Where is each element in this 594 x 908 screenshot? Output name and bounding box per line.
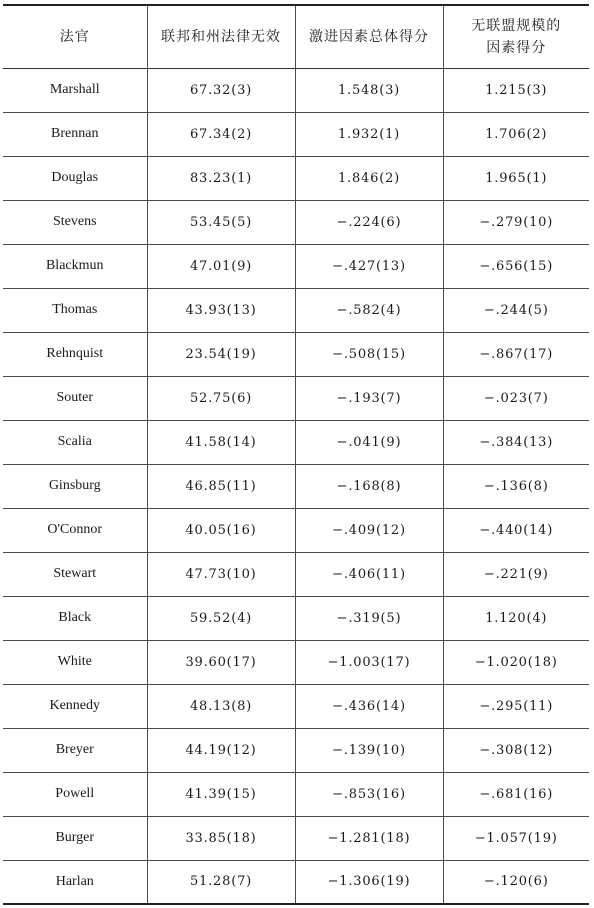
table-body — [3, 68, 589, 904]
cell-activism-overall-score: −1.003(17) — [295, 640, 443, 684]
cell-laws-invalidated: 83.23(1) — [147, 156, 295, 200]
cell-justice-name: Stevens — [3, 200, 147, 244]
cell-laws-invalidated: 44.19(12) — [147, 728, 295, 772]
header-row — [3, 5, 589, 68]
cell-laws-invalidated: 67.32(3) — [147, 68, 295, 112]
cell-justice-name: Ginsburg — [3, 464, 147, 508]
cell-score-without-coalition: −.440(14) — [443, 508, 589, 552]
header-col4-line1: 无联盟规模的 — [471, 17, 562, 34]
table-row — [3, 508, 589, 552]
cell-activism-overall-score: −.139(10) — [295, 728, 443, 772]
table-row — [3, 816, 589, 860]
cell-activism-overall-score: −.319(5) — [295, 596, 443, 640]
cell-score-without-coalition: −.120(6) — [443, 860, 589, 904]
cell-activism-overall-score: −.409(12) — [295, 508, 443, 552]
cell-laws-invalidated: 41.58(14) — [147, 420, 295, 464]
cell-score-without-coalition: −.244(5) — [443, 288, 589, 332]
cell-score-without-coalition: −.384(13) — [443, 420, 589, 464]
cell-activism-overall-score: −.582(4) — [295, 288, 443, 332]
table-row — [3, 112, 589, 156]
cell-activism-overall-score: 1.932(1) — [295, 112, 443, 156]
cell-laws-invalidated: 46.85(11) — [147, 464, 295, 508]
table-row — [3, 68, 589, 112]
table-row — [3, 464, 589, 508]
cell-activism-overall-score: −1.306(19) — [295, 860, 443, 904]
cell-laws-invalidated: 39.60(17) — [147, 640, 295, 684]
cell-laws-invalidated: 67.34(2) — [147, 112, 295, 156]
cell-activism-overall-score: −.193(7) — [295, 376, 443, 420]
cell-activism-overall-score: −1.281(18) — [295, 816, 443, 860]
justice-activism-table-container — [3, 4, 589, 905]
cell-justice-name: Thomas — [3, 288, 147, 332]
cell-activism-overall-score: −.508(15) — [295, 332, 443, 376]
cell-score-without-coalition: −1.057(19) — [443, 816, 589, 860]
cell-justice-name: White — [3, 640, 147, 684]
cell-activism-overall-score: 1.548(3) — [295, 68, 443, 112]
table-row — [3, 288, 589, 332]
table-header — [3, 5, 589, 68]
table-row — [3, 684, 589, 728]
cell-score-without-coalition: −.295(11) — [443, 684, 589, 728]
justice-activism-table — [3, 4, 589, 905]
table-row — [3, 860, 589, 904]
cell-activism-overall-score: −.224(6) — [295, 200, 443, 244]
cell-laws-invalidated: 41.39(15) — [147, 772, 295, 816]
cell-score-without-coalition: 1.215(3) — [443, 68, 589, 112]
cell-activism-overall-score: −.041(9) — [295, 420, 443, 464]
table-row — [3, 332, 589, 376]
cell-score-without-coalition: 1.706(2) — [443, 112, 589, 156]
cell-laws-invalidated: 23.54(19) — [147, 332, 295, 376]
cell-laws-invalidated: 51.28(7) — [147, 860, 295, 904]
cell-laws-invalidated: 52.75(6) — [147, 376, 295, 420]
header-justice: 法官 — [3, 5, 147, 68]
cell-score-without-coalition: −.221(9) — [443, 552, 589, 596]
table-row — [3, 640, 589, 684]
cell-laws-invalidated: 47.01(9) — [147, 244, 295, 288]
header-laws-invalidated: 联邦和州法律无效 — [147, 5, 295, 68]
cell-justice-name: Harlan — [3, 860, 147, 904]
cell-justice-name: Kennedy — [3, 684, 147, 728]
cell-justice-name: Rehnquist — [3, 332, 147, 376]
cell-activism-overall-score: −.436(14) — [295, 684, 443, 728]
cell-activism-overall-score: −.427(13) — [295, 244, 443, 288]
cell-activism-overall-score: −.168(8) — [295, 464, 443, 508]
cell-laws-invalidated: 48.13(8) — [147, 684, 295, 728]
cell-score-without-coalition: −.308(12) — [443, 728, 589, 772]
table-row — [3, 376, 589, 420]
cell-laws-invalidated: 53.45(5) — [147, 200, 295, 244]
table-row — [3, 552, 589, 596]
table-row — [3, 200, 589, 244]
cell-score-without-coalition: −1.020(18) — [443, 640, 589, 684]
cell-laws-invalidated: 40.05(16) — [147, 508, 295, 552]
header-score-without-coalition-size — [443, 5, 589, 68]
cell-activism-overall-score: −.406(11) — [295, 552, 443, 596]
cell-score-without-coalition: −.136(8) — [443, 464, 589, 508]
header-col4-line2: 因素得分 — [486, 39, 547, 56]
cell-laws-invalidated: 33.85(18) — [147, 816, 295, 860]
cell-justice-name: O'Connor — [3, 508, 147, 552]
table-row — [3, 244, 589, 288]
cell-score-without-coalition: −.656(15) — [443, 244, 589, 288]
cell-justice-name: Powell — [3, 772, 147, 816]
cell-justice-name: Scalia — [3, 420, 147, 464]
cell-laws-invalidated: 59.52(4) — [147, 596, 295, 640]
cell-activism-overall-score: 1.846(2) — [295, 156, 443, 200]
cell-score-without-coalition: 1.120(4) — [443, 596, 589, 640]
table-row — [3, 772, 589, 816]
cell-laws-invalidated: 47.73(10) — [147, 552, 295, 596]
table-row — [3, 420, 589, 464]
cell-activism-overall-score: −.853(16) — [295, 772, 443, 816]
cell-score-without-coalition: 1.965(1) — [443, 156, 589, 200]
cell-justice-name: Burger — [3, 816, 147, 860]
cell-justice-name: Brennan — [3, 112, 147, 156]
cell-justice-name: Marshall — [3, 68, 147, 112]
cell-justice-name: Breyer — [3, 728, 147, 772]
cell-laws-invalidated: 43.93(13) — [147, 288, 295, 332]
table-row — [3, 728, 589, 772]
cell-score-without-coalition: −.867(17) — [443, 332, 589, 376]
table-row — [3, 596, 589, 640]
cell-justice-name: Souter — [3, 376, 147, 420]
cell-justice-name: Stewart — [3, 552, 147, 596]
header-activism-overall-score: 激进因素总体得分 — [295, 5, 443, 68]
cell-score-without-coalition: −.279(10) — [443, 200, 589, 244]
cell-justice-name: Douglas — [3, 156, 147, 200]
table-row — [3, 156, 589, 200]
cell-justice-name: Blackmun — [3, 244, 147, 288]
cell-score-without-coalition: −.681(16) — [443, 772, 589, 816]
cell-justice-name: Black — [3, 596, 147, 640]
cell-score-without-coalition: −.023(7) — [443, 376, 589, 420]
